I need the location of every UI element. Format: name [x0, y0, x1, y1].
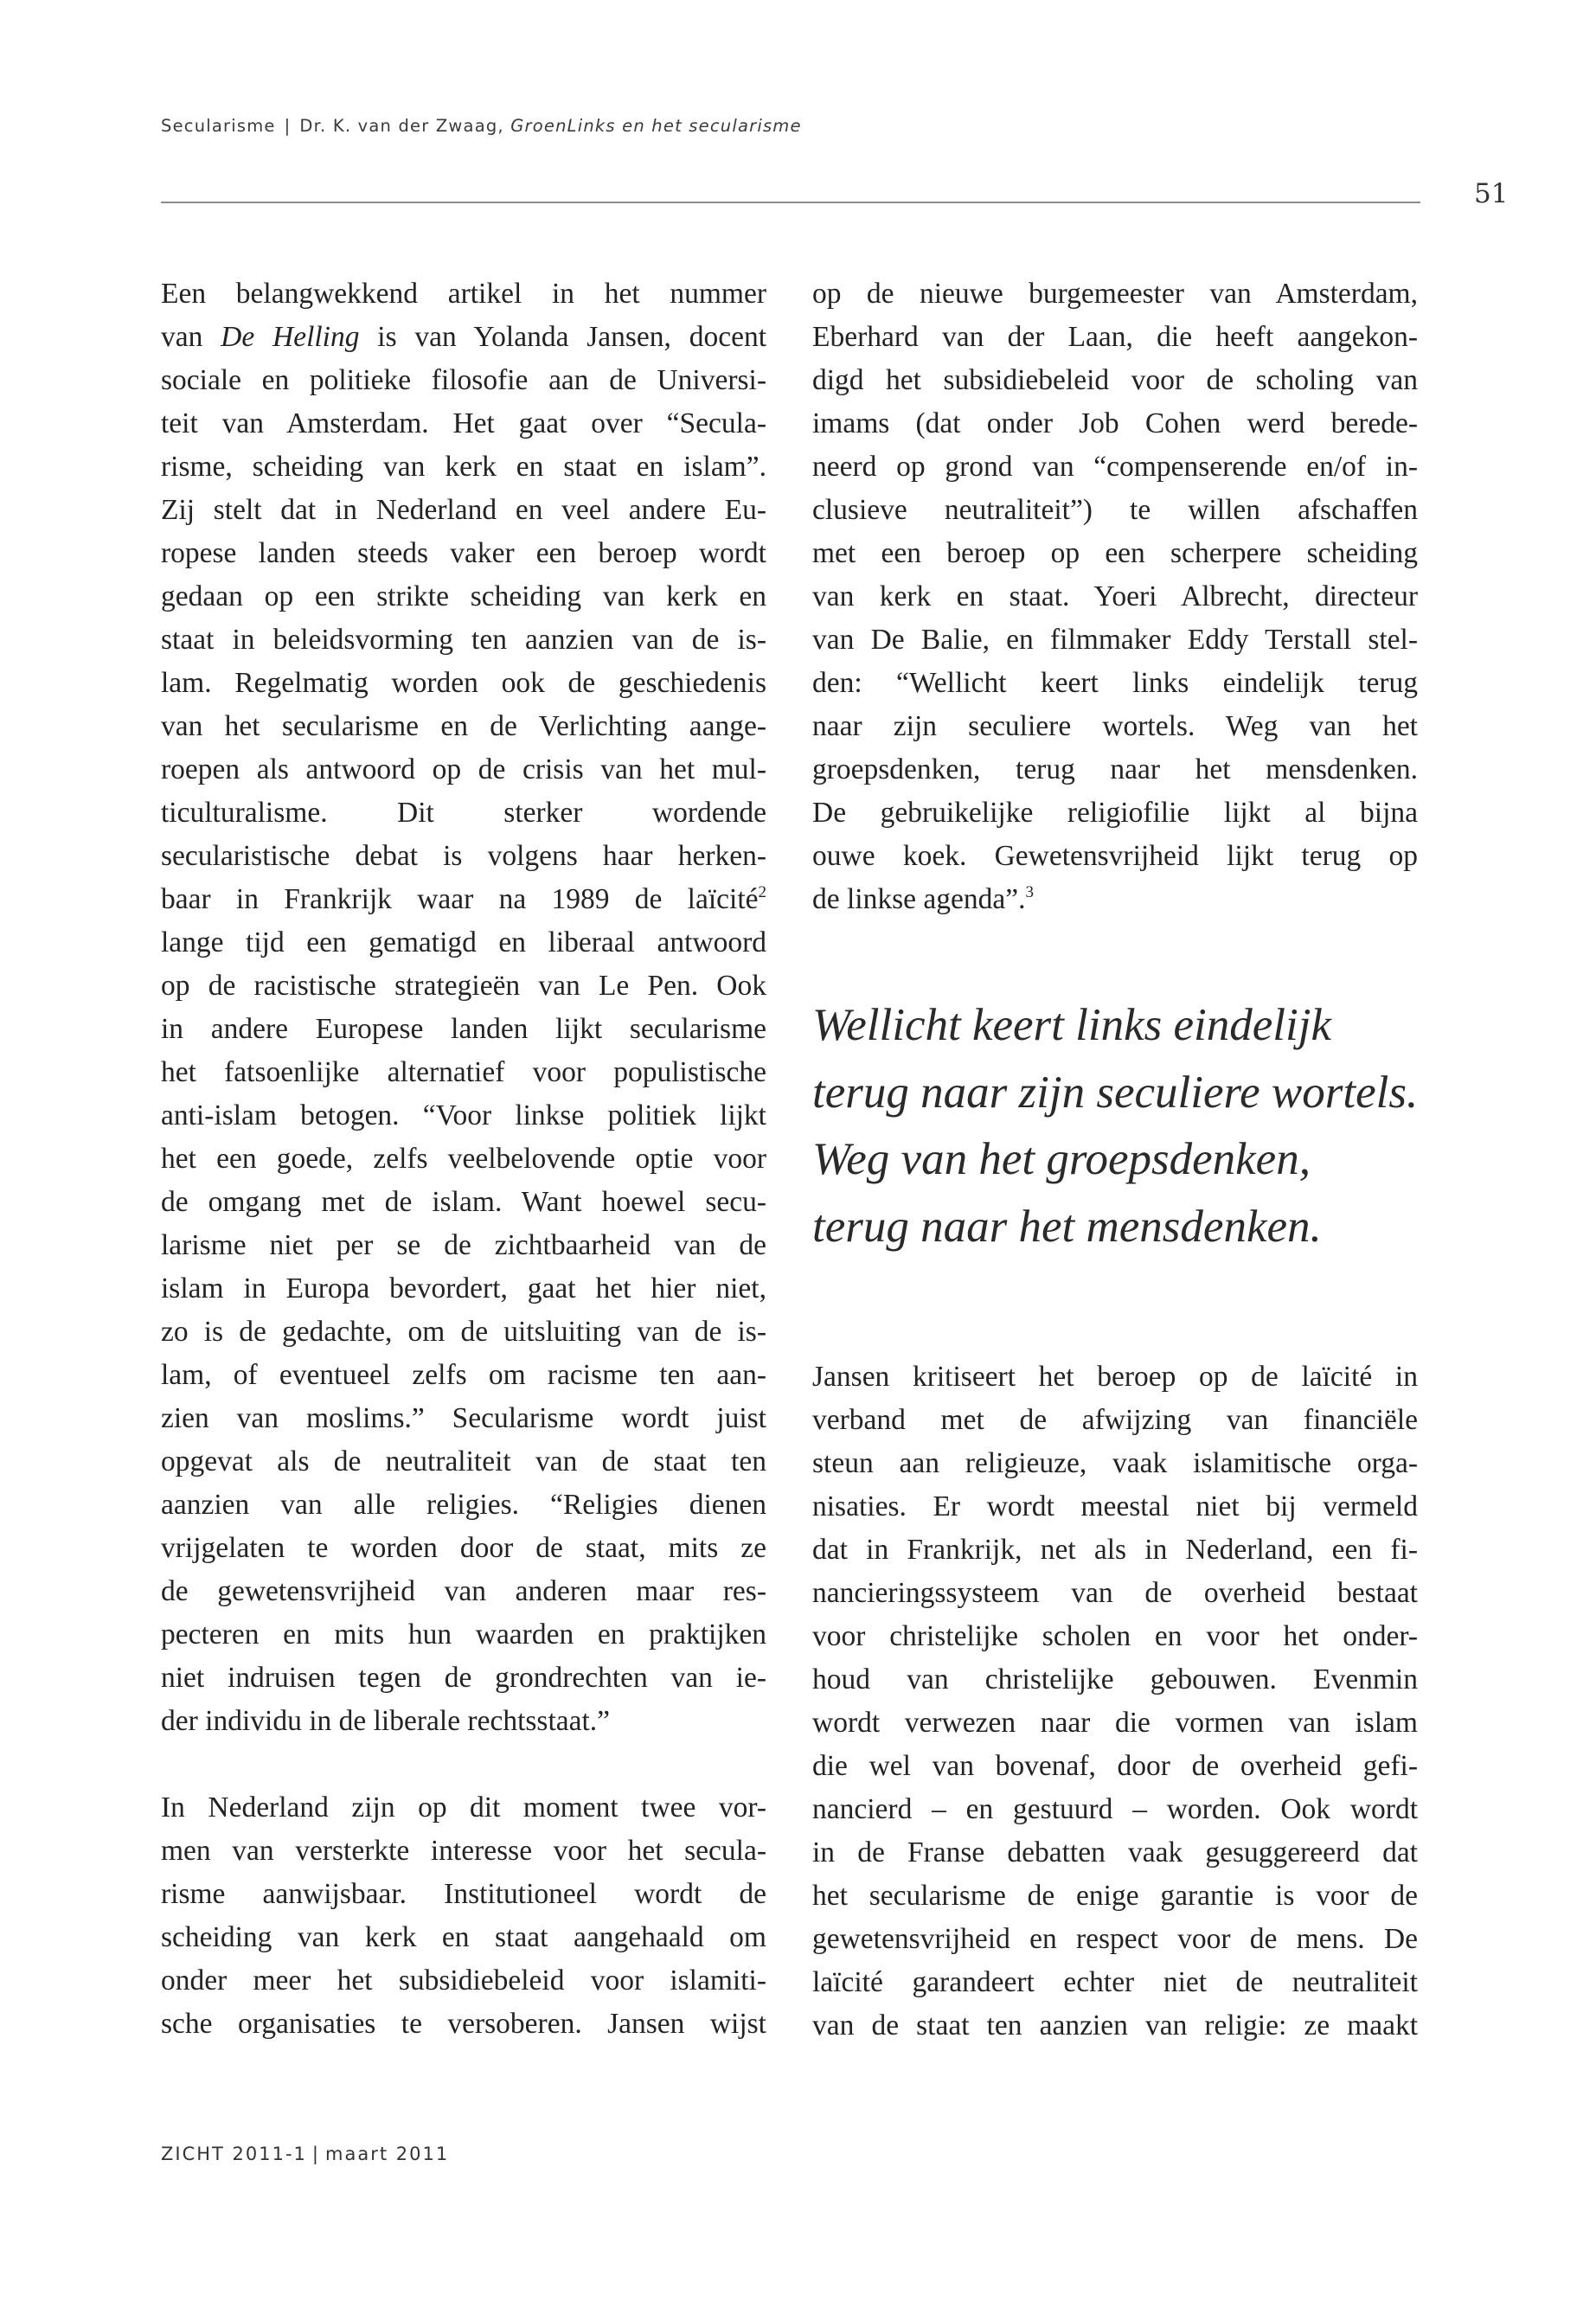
- text-line: van het secularisme en de Verlichting aange-: [161, 710, 766, 742]
- paragraph: [161, 272, 766, 1743]
- text-line: anti-islam betogen. “Voor linkse politiek lijkt: [161, 1099, 766, 1131]
- text-line: niet indruisen tegen de grondrechten van ie-: [161, 1662, 766, 1694]
- text-line: islam in Europa bevordert, gaat het hier niet,: [161, 1272, 766, 1304]
- text-line: dat in Frankrijk, net als in Nederland, een fi-: [812, 1534, 1418, 1566]
- text-line: Zij stelt dat in Nederland en veel andere Eu-: [161, 494, 766, 526]
- text-line: lange tijd een gematigd en liberaal antwoord: [161, 926, 766, 958]
- text-line: op de nieuwe burgemeester van Amsterdam,: [812, 278, 1418, 310]
- text-run: baar in Frankrijk waar na 1989 de laïcité: [161, 883, 759, 915]
- text-line: op de racistische strategieën van Le Pen. Ook: [161, 970, 766, 1002]
- pull-quote-line: Wellicht keert links eindelijk: [812, 1000, 1331, 1050]
- text-line: lam, of eventueel zelfs om racisme ten aan-: [161, 1359, 766, 1391]
- text-line: steun aan religieuze, vaak islamitische orga-: [812, 1447, 1418, 1479]
- text-line: men van versterkte interesse voor het secula-: [161, 1835, 766, 1867]
- text-line: imams (dat onder Job Cohen werd berede-: [812, 407, 1418, 439]
- right-column: [812, 272, 1418, 921]
- text-line: De gebruikelijke religiofilie lijkt al bijna: [812, 797, 1418, 829]
- footnote-ref[interactable]: 3: [1025, 883, 1034, 901]
- text-line: teit van Amsterdam. Het gaat over “Secula-: [161, 407, 766, 439]
- issue-date: maart 2011: [325, 2144, 450, 2164]
- text-line: [161, 316, 766, 359]
- text-line: vrijgelaten te worden door de staat, mits ze: [161, 1532, 766, 1564]
- text-line: met een beroep op een scherpere scheiding: [812, 537, 1418, 569]
- text-line: sociale en politieke filosofie aan de Universi-: [161, 364, 766, 396]
- text-line: gewetensvrijheid en respect voor de mens. De: [812, 1923, 1418, 1955]
- right-column-lower: [812, 1356, 1418, 2048]
- text-line: pecteren en mits hun waarden en praktijken: [161, 1618, 766, 1650]
- text-line: In Nederland zijn op dit moment twee vor-: [161, 1791, 766, 1823]
- pull-quote-line: Weg van het groepsdenken,: [812, 1134, 1311, 1184]
- text-line: die wel van bovenaf, door de overheid gefi-: [812, 1750, 1418, 1782]
- text-line: der individu in de liberale rechtsstaat.”: [161, 1705, 611, 1737]
- text-run: de linkse agenda”.: [812, 883, 1026, 915]
- footnote-ref[interactable]: 2: [758, 883, 766, 901]
- text-line: van De Balie, en filmmaker Eddy Terstall stel-: [812, 624, 1418, 656]
- text-line: digd het subsidiebeleid voor de scholing van: [812, 364, 1418, 396]
- text-line: van de staat ten aanzien van religie: ze maakt: [812, 2009, 1418, 2041]
- page-number: 51: [1474, 178, 1509, 209]
- magazine-title: De Helling: [221, 321, 360, 353]
- text-line: groepsdenken, terug naar het mensdenken.: [812, 753, 1418, 785]
- text-line: laïcité garandeert echter niet de neutraliteit: [812, 1966, 1418, 1998]
- text-line: opgevat als de neutraliteit van de staat ten: [161, 1445, 766, 1477]
- text-line: gedaan op een strikte scheiding van kerk en: [161, 580, 766, 612]
- text-line: scheiding van kerk en staat aangehaald om: [161, 1921, 766, 1953]
- pull-quote-line: terug naar zijn seculiere wortels.: [812, 1067, 1419, 1118]
- text-line: lam. Regelmatig worden ook de geschiedenis: [161, 667, 766, 699]
- text-line: ouwe koek. Gewetensvrijheid lijkt terug op: [812, 840, 1418, 872]
- pull-quote-line: terug naar het mensdenken.: [812, 1201, 1322, 1252]
- journal-issue: ZICHT 2011-1: [161, 2144, 307, 2164]
- text-line: Jansen kritiseert het beroep op de laïcité in: [812, 1361, 1418, 1393]
- text-line: staat in beleidsvorming ten aanzien van de is-: [161, 624, 766, 656]
- paragraph: [812, 1356, 1418, 2048]
- running-head: [161, 116, 802, 136]
- text-line: de gewetensvrijheid van anderen maar res-: [161, 1575, 766, 1607]
- text-line: wordt verwezen naar die vormen van islam: [812, 1707, 1418, 1739]
- text-line: [161, 878, 766, 921]
- paragraph-gap: [161, 1743, 766, 1786]
- text-line: larisme niet per se de zichtbaarheid van de: [161, 1229, 766, 1261]
- article-title: GroenLinks en het secularisme: [510, 116, 802, 136]
- footer: [161, 2144, 449, 2164]
- text-line: nancieringssysteem van de overheid bestaat: [812, 1577, 1418, 1609]
- text-line: van kerk en staat. Yoeri Albrecht, directeur: [812, 580, 1418, 612]
- text-run: is van Yolanda Jansen, docent: [359, 321, 767, 353]
- author-name: Dr. K. van der Zwaag,: [299, 116, 504, 136]
- text-line: risme, scheiding van kerk en staat en islam”.: [161, 451, 766, 483]
- text-line: aanzien van alle religies. “Religies dienen: [161, 1489, 766, 1521]
- text-line: onder meer het subsidiebeleid voor islamiti-: [161, 1965, 766, 1997]
- text-line: de omgang met de islam. Want hoewel secu-: [161, 1186, 766, 1218]
- section-name: Secularisme: [161, 116, 276, 136]
- text-line: roepen als antwoord op de crisis van het mul-: [161, 753, 766, 785]
- text-line: [812, 878, 1418, 921]
- text-line: het fatsoenlijke alternatief voor populistische: [161, 1056, 766, 1088]
- text-line: secularistische debat is volgens haar herken-: [161, 840, 766, 872]
- text-line: naar zijn seculiere wortels. Weg van het: [812, 710, 1418, 742]
- text-line: in de Franse debatten vaak gesuggereerd dat: [812, 1836, 1418, 1868]
- text-line: het secularisme de enige garantie is voor de: [812, 1880, 1418, 1912]
- paragraph: [161, 1786, 766, 2046]
- text-line: zo is de gedachte, om de uitsluiting van de is-: [161, 1316, 766, 1348]
- text-line: ticulturalisme. Dit sterker wordende: [161, 797, 766, 829]
- paragraph: [812, 272, 1418, 921]
- text-line: Een belangwekkend artikel in het nummer: [161, 278, 766, 310]
- text-line: risme aanwijsbaar. Institutioneel wordt de: [161, 1878, 766, 1910]
- text-line: sche organisaties te versoberen. Jansen wijst: [161, 2008, 766, 2040]
- text-line: ropese landen steeds vaker een beroep wordt: [161, 537, 766, 569]
- text-line: neerd op grond van “compenserende en/of in-: [812, 451, 1418, 483]
- pull-quote: [812, 992, 1435, 1260]
- header-separator: |: [284, 116, 292, 136]
- text-line: clusieve neutraliteit”) te willen afschaffen: [812, 494, 1418, 526]
- text-line: nisaties. Er wordt meestal niet bij vermeld: [812, 1490, 1418, 1522]
- text-line: verband met de afwijzing van financiële: [812, 1404, 1418, 1436]
- text-line: nancierd – en gestuurd – worden. Ook wordt: [812, 1793, 1418, 1825]
- text-line: houd van christelijke gebouwen. Evenmin: [812, 1663, 1418, 1695]
- text-line: het een goede, zelfs veelbelovende optie voor: [161, 1143, 766, 1175]
- footer-separator: |: [311, 2144, 320, 2164]
- text-line: Eberhard van der Laan, die heeft aangekon-: [812, 321, 1418, 353]
- text-line: den: “Wellicht keert links eindelijk terug: [812, 667, 1418, 699]
- text-line: voor christelijke scholen en voor het onder-: [812, 1620, 1418, 1652]
- header-rule: [161, 202, 1420, 203]
- left-column: [161, 272, 766, 2046]
- text-run: van: [161, 321, 221, 353]
- text-line: in andere Europese landen lijkt secularisme: [161, 1013, 766, 1045]
- text-line: zien van moslims.” Secularisme wordt juist: [161, 1402, 766, 1434]
